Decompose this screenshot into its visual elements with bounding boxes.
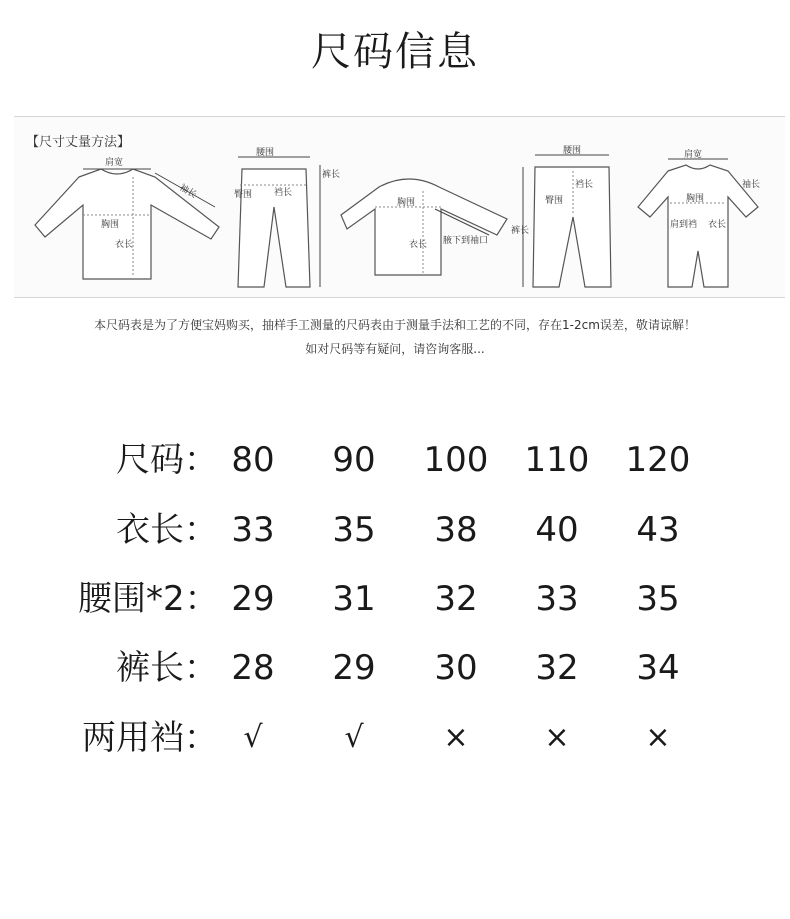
row-label: 裤长： xyxy=(116,648,218,688)
table-cell: 33 xyxy=(231,510,275,550)
svg-text:袖长: 袖长 xyxy=(742,180,761,190)
contact-note: 如对尺码等有疑问，请咨询客服... xyxy=(305,342,485,356)
table-cell: 35 xyxy=(332,510,376,550)
measure-method-label: 【尺寸丈量方法】 xyxy=(26,135,131,150)
raglan-top-diagram xyxy=(339,147,509,292)
pants-diagram xyxy=(224,147,341,292)
cross-mark: × xyxy=(645,720,671,755)
table-cell: 29 xyxy=(231,579,275,619)
size-row xyxy=(70,430,720,490)
row-label: 腰围*2： xyxy=(78,579,219,619)
table-cell: 38 xyxy=(434,510,478,550)
measurement-note: 本尺码表是为了方便宝妈购买，抽样手工测量的尺码表由于测量手法和工艺的不同，存在1-2cm误差，敬请谅解！ xyxy=(94,318,696,332)
svg-text:腋下到袖口: 腋下到袖口 xyxy=(443,236,489,246)
svg-text:臀围: 臀围 xyxy=(234,190,253,200)
table-cell: 34 xyxy=(636,648,680,688)
table-cell: 40 xyxy=(535,510,579,550)
long-sleeve-top-diagram xyxy=(29,147,214,292)
svg-text:裆长: 裆长 xyxy=(575,180,594,190)
svg-text:衣长: 衣长 xyxy=(409,240,428,250)
top-length-row xyxy=(70,500,720,560)
romper-diagram xyxy=(634,147,774,292)
table-cell: 80 xyxy=(231,440,275,480)
page-title: 尺码信息 xyxy=(311,29,479,75)
svg-text:裆长: 裆长 xyxy=(274,188,293,198)
cross-mark: × xyxy=(443,720,469,755)
check-mark: √ xyxy=(243,720,263,755)
table-cell: 33 xyxy=(535,579,579,619)
table-cell: 100 xyxy=(423,440,489,480)
table-cell: 30 xyxy=(434,648,478,688)
svg-text:衣长: 衣长 xyxy=(708,220,727,230)
row-label: 尺码： xyxy=(116,440,218,480)
svg-text:裤长: 裤长 xyxy=(511,226,530,236)
table-cell: 29 xyxy=(332,648,376,688)
check-mark: √ xyxy=(344,720,364,755)
wide-pants-diagram xyxy=(509,147,629,292)
svg-text:裤长: 裤长 xyxy=(322,170,341,180)
table-cell: 90 xyxy=(332,440,376,480)
svg-text:衣长: 衣长 xyxy=(115,240,134,250)
table-cell: 31 xyxy=(332,579,376,619)
svg-text:胸围: 胸围 xyxy=(686,194,705,204)
pants-length-row xyxy=(70,638,720,698)
svg-text:袖长: 袖长 xyxy=(177,182,199,201)
svg-text:腰围: 腰围 xyxy=(256,148,275,158)
table-cell: 32 xyxy=(535,648,579,688)
cross-mark: × xyxy=(544,720,570,755)
svg-text:臀围: 臀围 xyxy=(545,196,564,206)
table-cell: 32 xyxy=(434,579,478,619)
table-cell: 35 xyxy=(636,579,680,619)
svg-text:胸围: 胸围 xyxy=(397,198,416,208)
table-cell: 43 xyxy=(636,510,680,550)
dual-crotch-row xyxy=(70,708,720,768)
waist-row xyxy=(70,569,720,629)
row-label: 两用裆： xyxy=(82,718,218,758)
svg-text:肩宽: 肩宽 xyxy=(105,158,124,168)
measure-method-panel xyxy=(14,116,785,298)
row-label: 衣长： xyxy=(116,510,218,550)
table-cell: 120 xyxy=(625,440,691,480)
svg-text:肩到裆: 肩到裆 xyxy=(670,220,698,230)
table-cell: 110 xyxy=(524,440,590,480)
svg-text:腰围: 腰围 xyxy=(563,146,582,156)
table-cell: 28 xyxy=(231,648,275,688)
svg-text:肩宽: 肩宽 xyxy=(684,150,703,160)
svg-text:胸围: 胸围 xyxy=(101,220,120,230)
